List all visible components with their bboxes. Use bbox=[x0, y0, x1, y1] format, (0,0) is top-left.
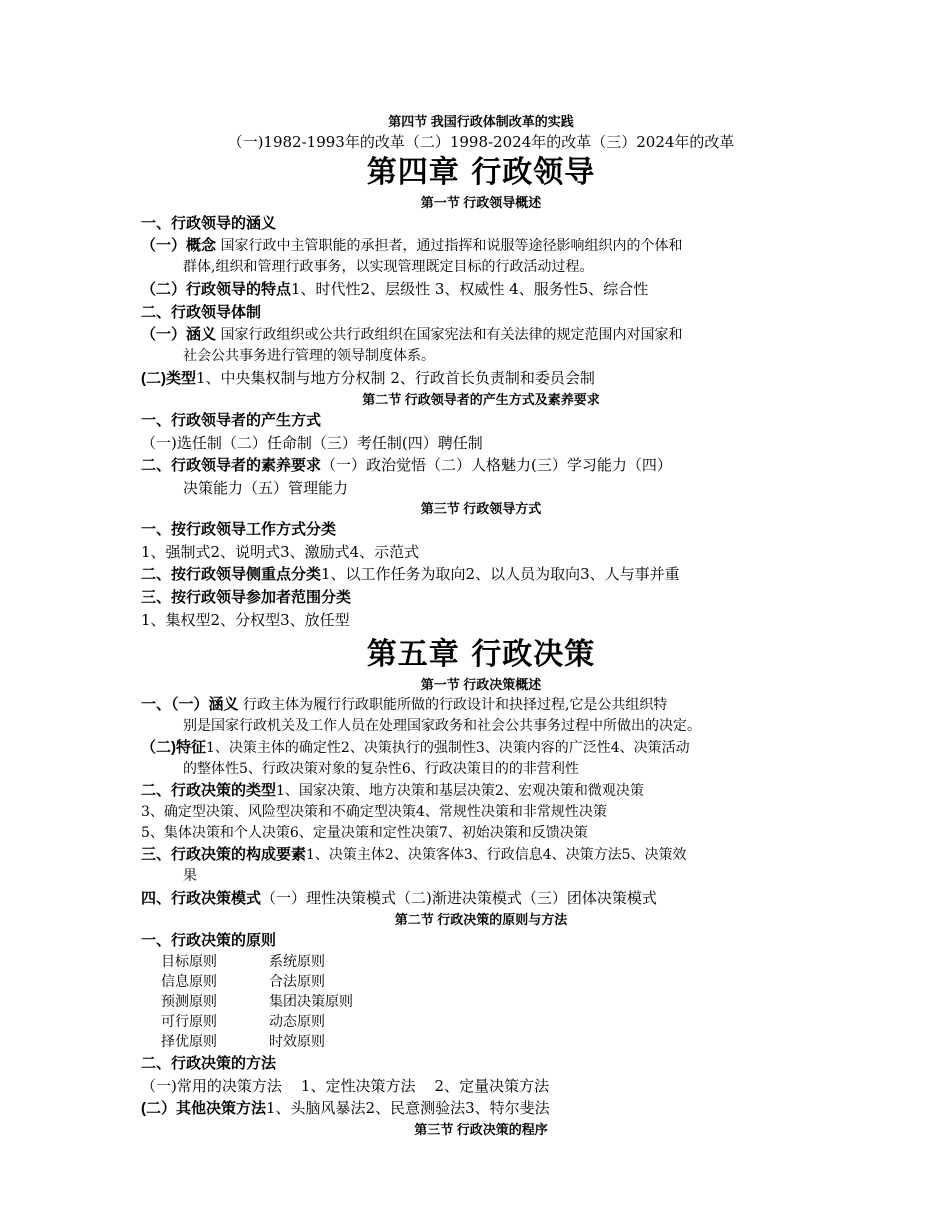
heading: 一、行政领导的涵义 bbox=[141, 215, 277, 232]
paragraph: （二）行政领导的特点1、时代性2、层级性 3、权威性 4、服务性5、综合性 bbox=[141, 280, 649, 298]
paragraph-continuation: 别是国家行政机关及工作人员在处理国家政务和社会公共事务过程中所做出的决定。 bbox=[183, 718, 701, 734]
principles-list bbox=[141, 952, 821, 1052]
reform-periods: （一)1982-1993年的改革（二）1998-2024年的改革（三）2024年的改革 bbox=[227, 133, 735, 151]
chapter-title: 第五章 行政决策 bbox=[366, 637, 596, 672]
heading: 一、行政决策的原则 bbox=[141, 932, 277, 949]
paragraph-continuation: 决策能力（五）管理能力 bbox=[183, 479, 349, 497]
section-title: 第二节 行政领导者的产生方式及素养要求 bbox=[362, 392, 600, 407]
section-title: 第二节 行政决策的原则与方法 bbox=[394, 912, 568, 927]
paragraph: 二、按行政领导侧重点分类1、以工作任务为取向2、以人员为取向3、人与事并重 bbox=[141, 565, 680, 583]
paragraph: 二、行政决策的类型1、国家决策、地方决策和基层决策2、宏观决策和微观决策 bbox=[141, 782, 644, 799]
paragraph: （一）涵义 国家行政组织或公共行政组织在国家宪法和有关法律的规定范围内对国家和 bbox=[141, 326, 683, 343]
list-item: 信息原则 合法原则 bbox=[161, 974, 325, 990]
paragraph: 5、集体决策和个人决策6、定量决策和定性决策7、初始决策和反馈决策 bbox=[141, 825, 588, 841]
paragraph: 1、强制式2、说明式3、激励式4、示范式 bbox=[141, 543, 420, 561]
heading: 二、行政领导体制 bbox=[141, 304, 262, 321]
list-item: 目标原则 系统原则 bbox=[161, 954, 325, 970]
heading: 一、按行政领导工作方式分类 bbox=[141, 521, 337, 538]
paragraph: (二)类型1、中央集权制与地方分权制 2、行政首长负责制和委员会制 bbox=[141, 369, 595, 387]
list-item: 可行原则 动态原则 bbox=[161, 1014, 325, 1030]
paragraph: 三、行政决策的构成要素1、决策主体2、决策客体3、行政信息4、决策方法5、决策效 bbox=[141, 846, 687, 863]
section-title: 第三节 行政决策的程序 bbox=[414, 1122, 548, 1137]
paragraph: 一、（一）涵义 行政主体为履行行政职能所做的行政设计和抉择过程,它是公共组织特 bbox=[141, 696, 668, 713]
paragraph-continuation: 果 bbox=[183, 868, 197, 884]
section-title: 第四节 我国行政体制改革的实践 bbox=[388, 114, 574, 129]
chapter-title: 第四章 行政领导 bbox=[366, 155, 596, 190]
paragraph: 四、行政决策模式（一）理性决策模式（二)渐进决策模式（三）团体决策模式 bbox=[141, 889, 657, 907]
list-item: 择优原则 时效原则 bbox=[161, 1034, 325, 1050]
paragraph: （一）概念 国家行政中主管职能的承担者，通过指挥和说服等途径影响组织内的个体和 bbox=[141, 237, 683, 254]
paragraph: 二、行政领导者的素养要求（一）政治觉悟（二）人格魅力(三）学习能力（四） bbox=[141, 456, 672, 474]
heading: 二、行政决策的方法 bbox=[141, 1055, 277, 1072]
paragraph-continuation: 社会公共事务进行管理的领导制度体系。 bbox=[183, 348, 435, 364]
paragraph: （一)选任制（二）任命制（三）考任制(四）聘任制 bbox=[141, 434, 483, 452]
section-title: 第一节 行政决策概述 bbox=[420, 677, 542, 692]
heading: 三、按行政领导参加者范围分类 bbox=[141, 589, 352, 606]
paragraph: （二)特征1、决策主体的确定性2、决策执行的强制性3、决策内容的广泛性4、决策活动 bbox=[141, 739, 690, 756]
paragraph: (二）其他决策方法1、头脑风暴法2、民意测验法3、特尔斐法 bbox=[141, 1099, 550, 1117]
list-item: 预测原则 集团决策原则 bbox=[161, 994, 353, 1010]
paragraph: 3、确定型决策、风险型决策和不确定型决策4、常规性决策和非常规性决策 bbox=[141, 804, 607, 820]
paragraph: 1、集权型2、分权型3、放任型 bbox=[141, 611, 350, 629]
section-title: 第一节 行政领导概述 bbox=[420, 195, 542, 210]
section-title: 第三节 行政领导方式 bbox=[420, 501, 542, 516]
heading: 一、行政领导者的产生方式 bbox=[141, 412, 322, 429]
paragraph-continuation: 的整体性5、行政决策对象的复杂性6、行政决策目的的非营利性 bbox=[183, 761, 579, 777]
paragraph-continuation: 群体,组织和管理行政事务，以实现管理既定目标的行政活动过程。 bbox=[183, 259, 594, 275]
document-page bbox=[141, 112, 821, 1139]
paragraph: （一)常用的决策方法 1、定性决策方法 2、定量决策方法 bbox=[141, 1077, 550, 1095]
